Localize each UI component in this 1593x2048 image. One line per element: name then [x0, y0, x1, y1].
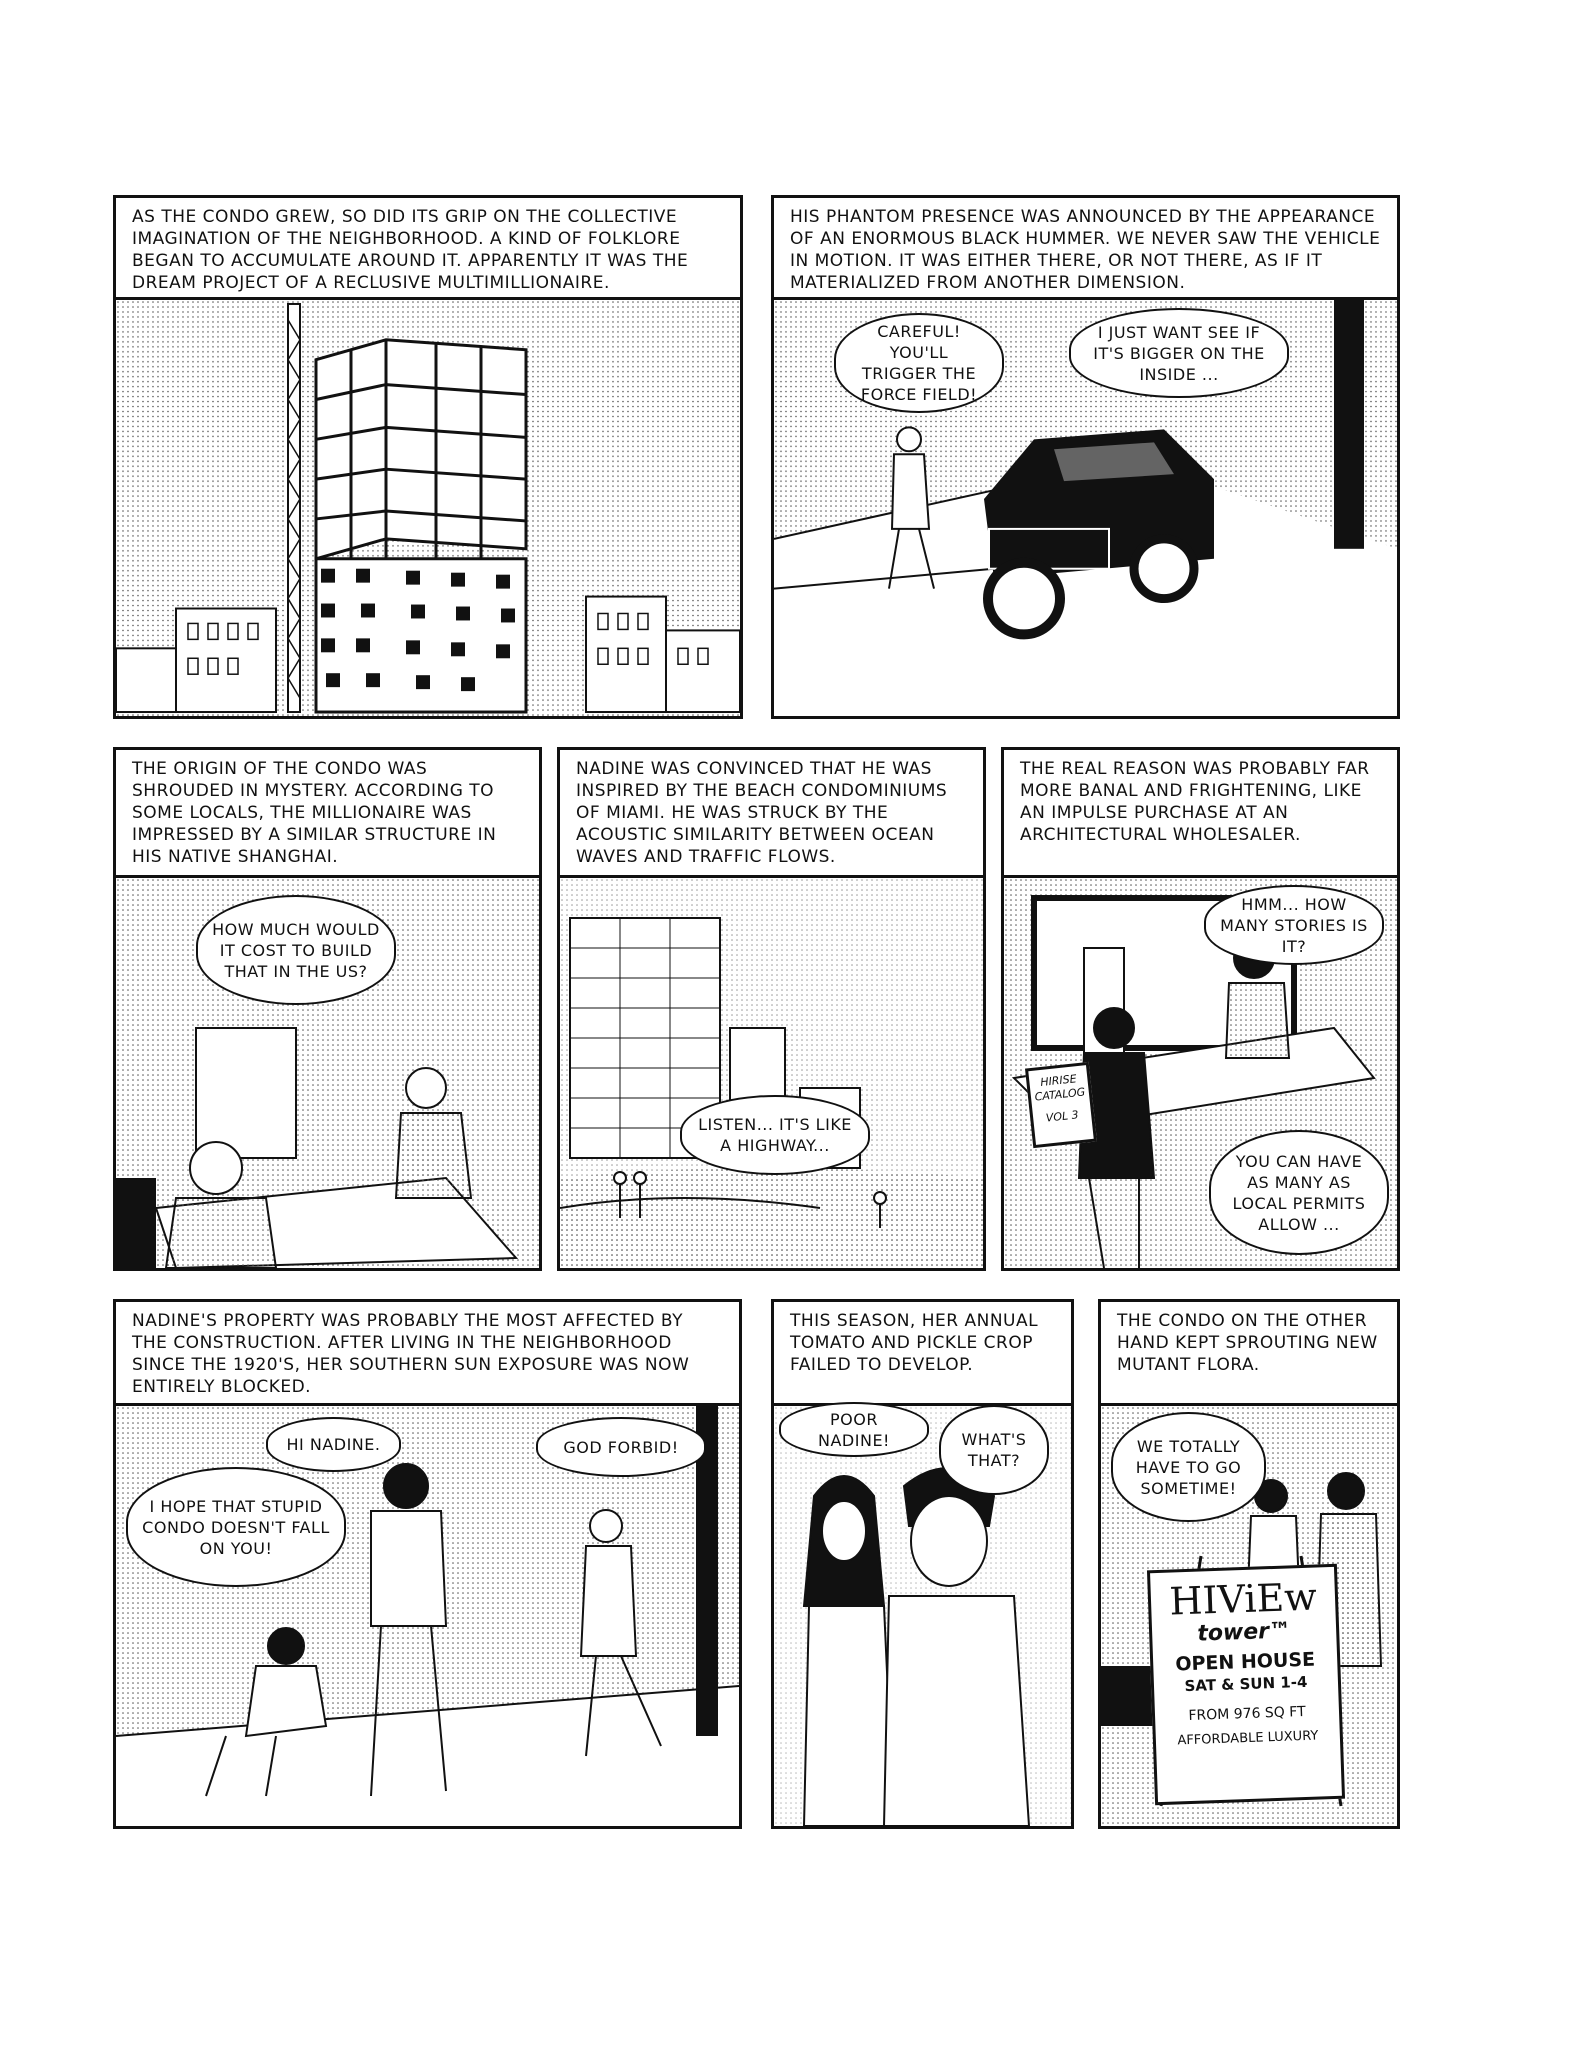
- sign-tagline: AFFORDABLE LUXURY: [1177, 1728, 1319, 1749]
- hirise-catalog-book: [1025, 1062, 1097, 1148]
- catalog-title-2: CATALOG: [1034, 1085, 1086, 1104]
- speech-bubble-god-forbid: GOD FORBID!: [536, 1417, 706, 1477]
- panel-5-caption: THE REAL REASON WAS PROBABLY FAR MORE BANAL AND FRIGHTENING, LIKE AN IMPULSE PURCHASE AT AN ARCHITECTURAL WHOLESALER.: [1004, 750, 1397, 878]
- speech-bubble-whats-that: WHAT'S THAT?: [939, 1405, 1049, 1495]
- catalog-volume: VOL 3: [1045, 1108, 1080, 1125]
- condo-construction-illustration: [116, 300, 740, 716]
- panel-3-caption: THE ORIGIN OF THE CONDO WAS SHROUDED IN MYSTERY. ACCORDING TO SOME LOCALS, THE MILLIONAIRE WAS IMPRESSED BY A SIMILAR STRUCTURE IN HIS NATIVE SHANGHAI.: [116, 750, 539, 878]
- panel-6: [113, 1299, 742, 1829]
- panel-7-caption: THIS SEASON, HER ANNUAL TOMATO AND PICKLE CROP FAILED TO DEVELOP.: [774, 1302, 1071, 1406]
- panel-1: [113, 195, 743, 719]
- sign-dates: SAT & SUN 1-4: [1184, 1672, 1308, 1696]
- speech-bubble-go-sometime: WE TOTALLY HAVE TO GO SOMETIME!: [1111, 1412, 1266, 1522]
- sign-title: HIViEw: [1168, 1574, 1318, 1624]
- panel-7: [771, 1299, 1074, 1829]
- hiview-open-house-sign: [1147, 1564, 1345, 1805]
- speech-bubble-bigger-inside: I JUST WANT SEE IF IT'S BIGGER ON THE INSIDE ...: [1069, 308, 1289, 398]
- panel-8: [1098, 1299, 1400, 1829]
- panel-4-caption: NADINE WAS CONVINCED THAT HE WAS INSPIRED BY THE BEACH CONDOMINIUMS OF MIAMI. HE WAS STRUCK BY THE ACOUSTIC SIMILARITY BETWEEN OCEAN WAVES AND TRAFFIC FLOWS.: [560, 750, 983, 878]
- sign-size: FROM 976 SQ FT: [1188, 1703, 1306, 1725]
- speech-bubble-stories: HMM... HOW MANY STORIES IS IT?: [1204, 885, 1384, 965]
- panel-8-caption: THE CONDO ON THE OTHER HAND KEPT SPROUTING NEW MUTANT FLORA.: [1101, 1302, 1397, 1406]
- panel-4-art: [560, 878, 983, 1268]
- sign-open-house: OPEN HOUSE: [1175, 1648, 1316, 1676]
- panel-6-caption: NADINE'S PROPERTY WAS PROBABLY THE MOST AFFECTED BY THE CONSTRUCTION. AFTER LIVING IN THE NEIGHBORHOOD SINCE THE 1920'S, HER SOUTHERN SUN EXPOSURE WAS NOW ENTIRELY BLOCKED.: [116, 1302, 739, 1406]
- panel-1-caption: AS THE CONDO GREW, SO DID ITS GRIP ON THE COLLECTIVE IMAGINATION OF THE NEIGHBORHOOD. A KIND OF FOLKLORE BEGAN TO ACCUMULATE AROUND IT. APPARENTLY IT WAS THE DREAM PROJECT OF A RECLUSIVE MULTIMILLIONAIRE.: [116, 198, 740, 300]
- speech-bubble-permits: YOU CAN HAVE AS MANY AS LOCAL PERMITS ALLOW ...: [1209, 1130, 1389, 1255]
- panel-2: [771, 195, 1400, 719]
- panel-5: [1001, 747, 1400, 1271]
- speech-bubble-hi-nadine: HI NADINE.: [266, 1417, 401, 1472]
- miami-beach-illustration: [560, 878, 983, 1268]
- speech-bubble-cost: HOW MUCH WOULD IT COST TO BUILD THAT IN THE US?: [196, 895, 396, 1005]
- panel-2-caption: HIS PHANTOM PRESENCE WAS ANNOUNCED BY THE APPEARANCE OF AN ENORMOUS BLACK HUMMER. WE NEVER SAW THE VEHICLE IN MOTION. IT WAS EITHER THERE, OR NOT THERE, AS IF IT MATERIALIZED FROM ANOTHER DIMENSION.: [774, 198, 1397, 300]
- speech-bubble-careful: CAREFUL! YOU'LL TRIGGER THE FORCE FIELD!: [834, 313, 1004, 413]
- speech-bubble-poor-nadine: POOR NADINE!: [779, 1402, 929, 1457]
- speech-bubble-condo-fall: I HOPE THAT STUPID CONDO DOESN'T FALL ON YOU!: [126, 1467, 346, 1587]
- panel-1-art: [116, 300, 740, 716]
- speech-bubble-highway: LISTEN... IT'S LIKE A HIGHWAY...: [680, 1095, 870, 1175]
- panel-4: [557, 747, 986, 1271]
- catalog-title-1: HIRISE: [1039, 1072, 1078, 1089]
- sign-subtitle: tower™: [1196, 1618, 1292, 1647]
- panel-3: [113, 747, 542, 1271]
